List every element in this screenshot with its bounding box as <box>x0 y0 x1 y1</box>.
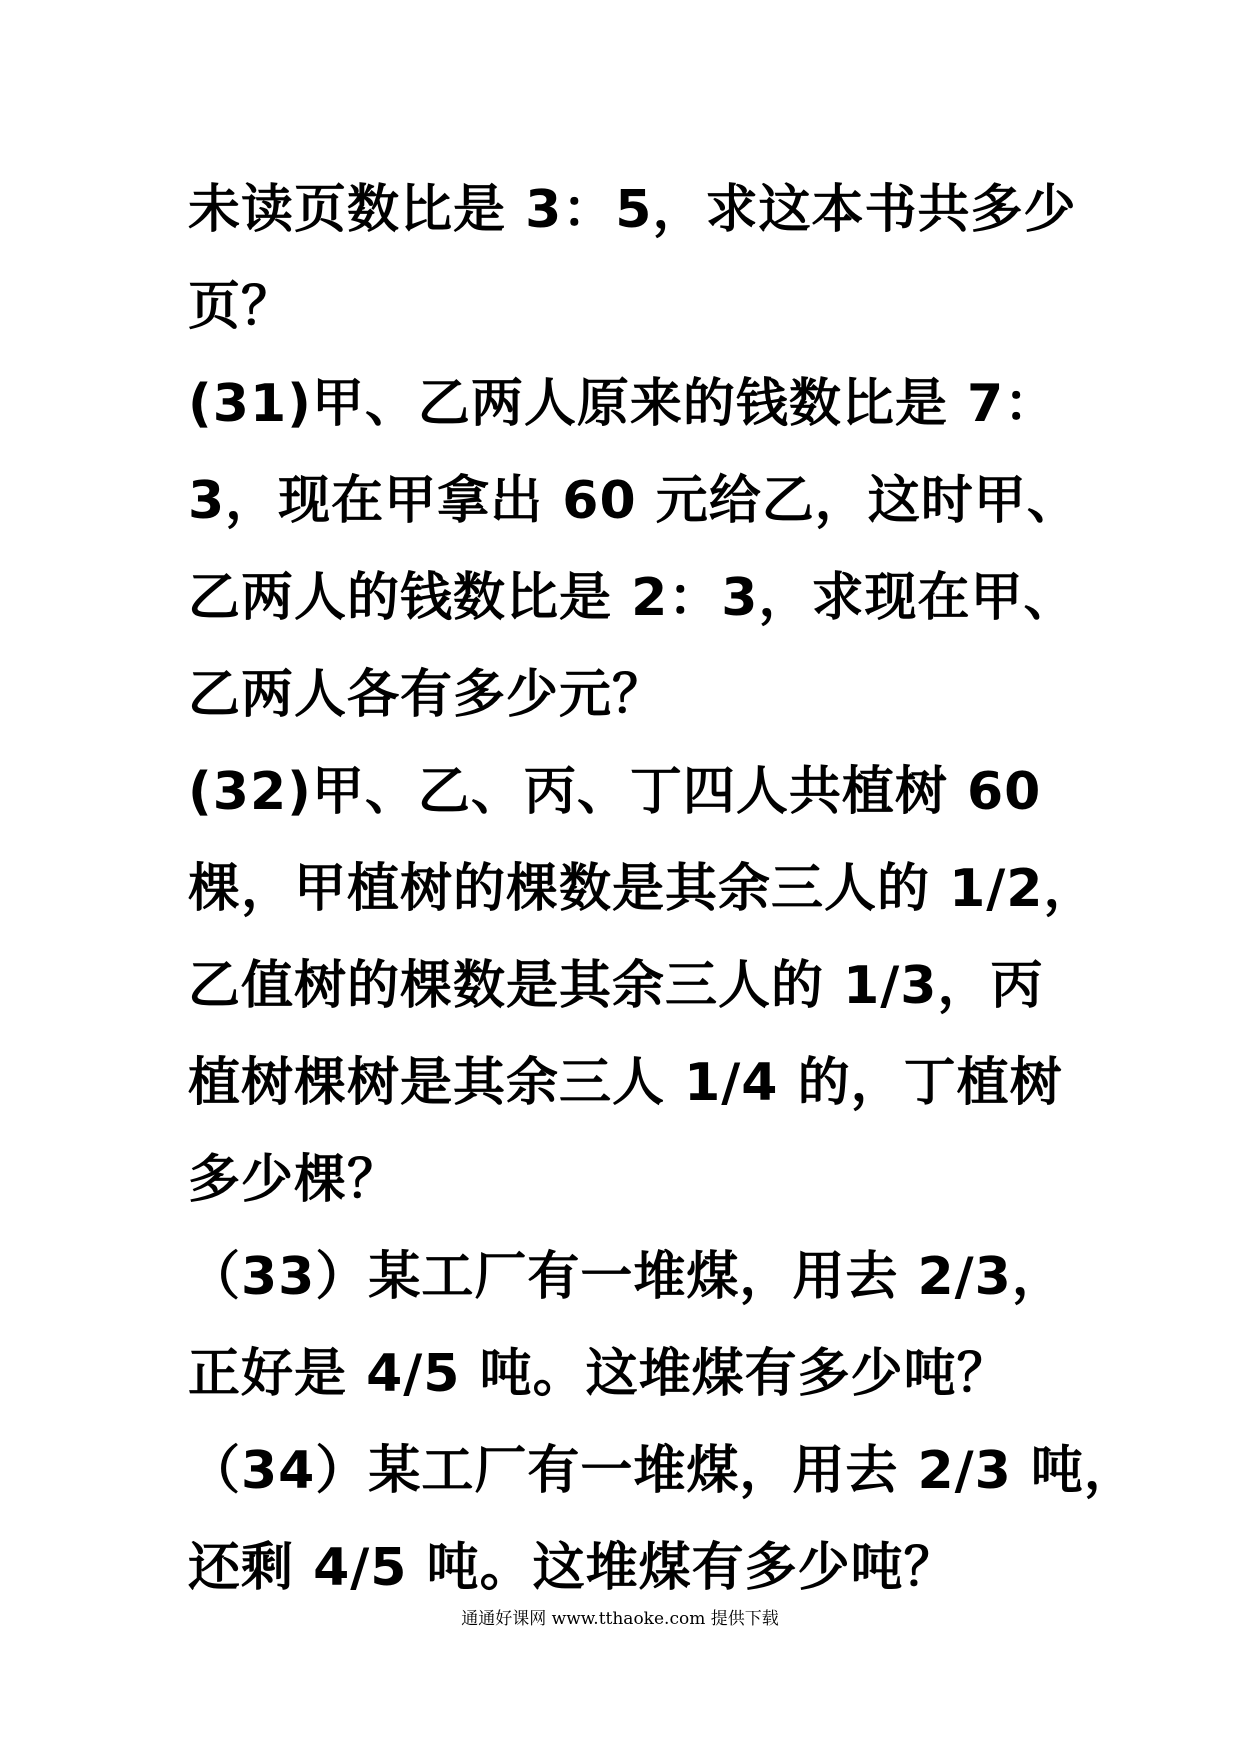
text-line-5: 乙两人的钱数比是 2：3，求现在甲、 <box>188 568 1077 628</box>
text-line-6: 乙两人各有多少元？ <box>188 665 666 725</box>
text-line-8: 棵，甲植树的棵数是其余三人的 1/2， <box>188 859 1097 919</box>
text-line-7: (32)甲、乙、丙、丁四人共植树 60 <box>188 762 1042 822</box>
text-line-10: 植树棵树是其余三人 1/4 的，丁植树 <box>188 1053 1063 1113</box>
text-line-15: 还剩 4/5 吨。这堆煤有多少吨？ <box>188 1538 957 1598</box>
text-line-12: （33）某工厂有一堆煤，用去 2/3， <box>188 1247 1065 1307</box>
page-footer: 通通好课网 www.tthaoke.com 提供下载 <box>461 1609 779 1629</box>
text-line-14: （34）某工厂有一堆煤，用去 2/3 吨， <box>188 1441 1137 1501</box>
text-line-2: 页？ <box>188 277 295 337</box>
text-line-1: 未读页数比是 3：5，求这本书共多少 <box>188 180 1077 240</box>
text-line-4: 3，现在甲拿出 60 元给乙，这时甲、 <box>188 471 1080 531</box>
text-line-3: (31)甲、乙两人原来的钱数比是 7： <box>188 374 1058 434</box>
text-line-9: 乙值树的棵数是其余三人的 1/3，丙 <box>188 956 1044 1016</box>
text-line-11: 多少棵？ <box>188 1150 401 1210</box>
text-line-13: 正好是 4/5 吨。这堆煤有多少吨？ <box>188 1344 1010 1404</box>
problem-text <box>188 162 1137 1617</box>
